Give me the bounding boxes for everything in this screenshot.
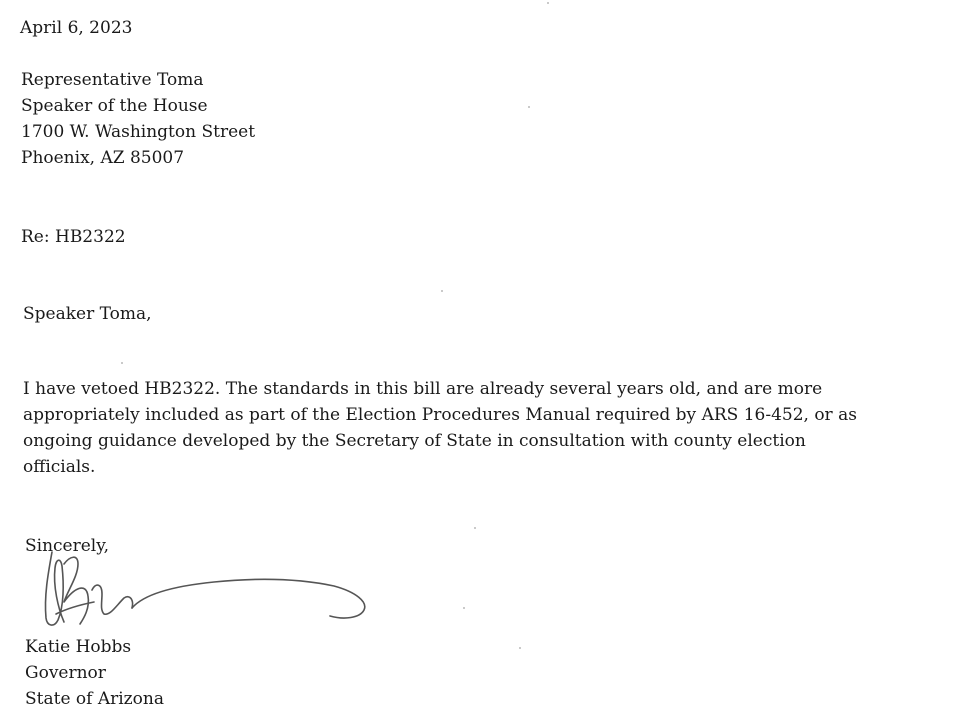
paper-speck [463, 607, 465, 609]
recipient-address [21, 67, 255, 171]
signer-state: State of Arizona [25, 689, 164, 709]
recipient-name: Representative Toma [21, 70, 204, 90]
recipient-street: 1700 W. Washington Street [21, 122, 256, 142]
paper-speck [528, 106, 530, 108]
recipient-title: Speaker of the House [21, 96, 208, 116]
paper-speck [441, 290, 443, 292]
body-line: ongoing guidance developed by the Secretary of State in consultation with county election [23, 431, 806, 451]
body-line: I have vetoed HB2322. The standards in this bill are already several years old, and are more [23, 379, 823, 399]
body-line: officials. [23, 457, 96, 477]
letter-body [23, 376, 883, 480]
closing: Sincerely, [25, 536, 109, 556]
signer-block [25, 634, 164, 712]
paper-speck [474, 527, 476, 529]
signer-name: Katie Hobbs [25, 637, 132, 657]
signer-title: Governor [25, 663, 106, 683]
paper-speck [547, 2, 549, 4]
handwritten-signature [34, 544, 374, 640]
paper-speck [519, 647, 521, 649]
body-line: appropriately included as part of the Election Procedures Manual required by ARS 16-452, or as [23, 405, 857, 425]
letter-date: April 6, 2023 [20, 18, 133, 38]
subject-line: Re: HB2322 [21, 227, 126, 247]
paper-speck [121, 362, 123, 364]
salutation: Speaker Toma, [23, 304, 152, 324]
recipient-city: Phoenix, AZ 85007 [21, 148, 185, 168]
